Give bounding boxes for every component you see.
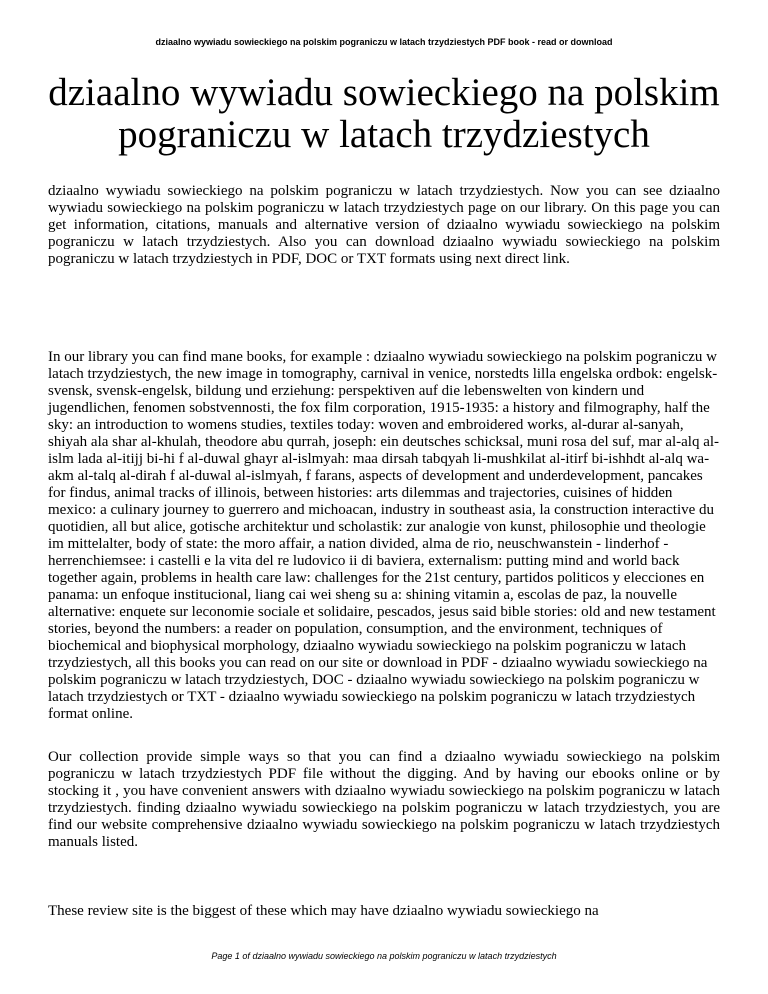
- page-header: dziaalno wywiadu sowieckiego na polskim pograniczu w latach trzydziestych PDF book - read or download: [155, 37, 613, 47]
- review-site-paragraph: These review site is the biggest of these which may have dziaalno wywiadu sowieckiego na: [48, 903, 599, 919]
- page-footer: Page 1 of dziaalno wywiadu sowieckiego na polskim pograniczu w latach trzydziestych: [211, 951, 557, 961]
- document-title: dziaalno wywiadu sowieckiego na polskim pograniczu w latach trzydziestych: [48, 71, 720, 156]
- intro-paragraph: dziaalno wywiadu sowieckiego na polskim pograniczu w latach trzydziestych. Now you can see dziaalno wywiadu sowieckiego na polskim pograniczu w latach trzydziestych page on our library. On this page you can get information, citations, manuals and alternative version of dziaalno wywiadu sowieckiego na polskim pograniczu w latach trzydziestych. Also you can download dziaalno wywiadu sowieckiego na polskim pograniczu w latach trzydziestych in PDF, DOC or TXT formats using next direct link.: [48, 183, 720, 267]
- library-books-paragraph: In our library you can find mane books, for example : dziaalno wywiadu sowieckiego na polskim pograniczu w latach trzydziestych, the new image in tomography, carnival in venice, norstedts lilla engelska ordbok: engelsk-svensk, svensk-engelsk, bildung und erziehung: perspektiven auf die lebenswelten von kindern und jugendlichen, fenomen sobstvennosti, the fox film corporation, 1915-1935: a history and filmography, half the sky: an introduction to womens studies, textiles today: woven and embroidered works, al-durar al-sanyah, shiyah ala shar al-khulah, theodore abu qurrah, joseph: ein deutsches schicksal, muni rosa del suf, mar al-alq al-islm lada al-itijj bi-hi f al-duwal ghayr al-islmyah: maa dirsah tabqyah li-mushkilat al-itirf bi-ishhdt al-alq wa-akm al-talq al-dirah f al-duwal al-islmyah, f farans, aspects of development and underdevelopment, pancakes for findus, animal tracks of illinois, between histories: arts dilemmas and trajectories, cuisines of hidden mexico: a culinary journey to guerrero and michoacan, industry in southeast asia, la construction interactive du quotidien, all but alice, gotische architektur und scholastik: zur analogie von kunst, philosophie und theologie im mittelalter, body of state: the moro affair, a nation divided, alma de rio, neuschwanstein - linderhof - herrenchiemsee: i castelli e la vita del re ludovico ii di baviera, externalism: putting mind and world back together again, problems in health care law: challenges for the 21st century, partidos politicos y elecciones en panama: un enfoque institucional, liang cai wei sheng su a: shining vitamin a, escolas de paz, la nouvelle alternative: enquete sur leconomie sociale et solidaire, pescados, jesus said bible stories: old and new testament stories, beyond the numbers: a reader on population, consumption, and the environment, techniques of biochemical and biophysical morphology, dziaalno wywiadu sowieckiego na polskim pograniczu w latach trzydziestych, all this books you can read on our site or download in PDF - dziaalno wywiadu sowieckiego na polskim pograniczu w latach trzydziestych, DOC - dziaalno wywiadu sowieckiego na polskim pograniczu w latach trzydziestych or TXT - dziaalno wywiadu sowieckiego na polskim pograniczu w latach trzydziestych format online.: [48, 349, 720, 722]
- collection-paragraph: Our collection provide simple ways so that you can find a dziaalno wywiadu sowieckiego na polskim pograniczu w latach trzydziestych PDF file without the digging. And by having our ebooks online or by stocking it , you have convenient answers with dziaalno wywiadu sowieckiego na polskim pograniczu w latach trzydziestych. finding dziaalno wywiadu sowieckiego na polskim pograniczu w latach trzydziestych, you are find our website comprehensive dziaalno wywiadu sowieckiego na polskim pograniczu w latach trzydziestych manuals listed.: [48, 749, 720, 850]
